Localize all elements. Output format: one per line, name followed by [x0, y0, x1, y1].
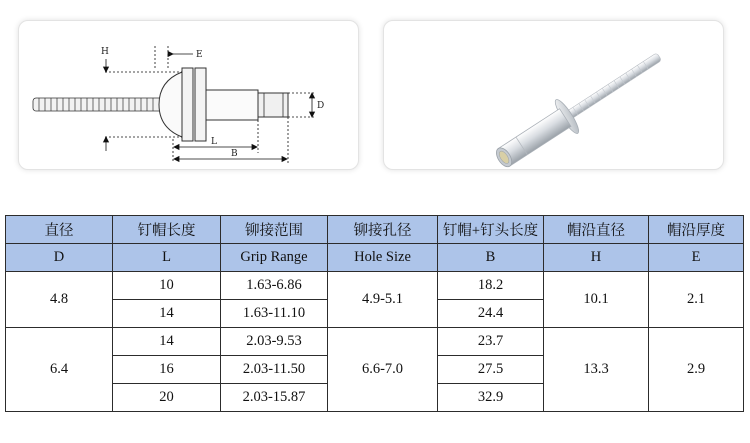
head-diameter-cell: 10.1 — [544, 272, 649, 328]
header-cell: 帽沿直径 — [544, 216, 649, 244]
length-cell: 14 — [113, 300, 221, 328]
head-diameter-cell: 13.3 — [544, 328, 649, 412]
total-length-cell: 27.5 — [438, 356, 544, 384]
mandrel-head — [258, 93, 288, 117]
length-cell: 10 — [113, 272, 221, 300]
diameter-cell: 6.4 — [6, 328, 113, 412]
head-thickness-cell: 2.9 — [649, 328, 744, 412]
header-cell: Hole Size — [328, 244, 438, 272]
length-cell: 16 — [113, 356, 221, 384]
header-cell: 钉帽长度 — [113, 216, 221, 244]
photo-mandrel — [488, 40, 670, 169]
total-length-cell: 18.2 — [438, 272, 544, 300]
label-b: B — [231, 149, 238, 159]
header-row-english — [6, 244, 744, 272]
header-cell: D — [6, 244, 113, 272]
grip-range-cell: 1.63-6.86 — [221, 272, 328, 300]
d-dimension — [288, 93, 315, 117]
table-row — [6, 272, 744, 300]
rivet-dimension-diagram — [19, 21, 358, 169]
rivet-body — [206, 90, 258, 120]
hole-size-cell: 4.9-5.1 — [328, 272, 438, 328]
e-dimension — [155, 46, 193, 69]
rivet-diagram-panel — [18, 20, 359, 170]
header-cell: 帽沿厚度 — [649, 216, 744, 244]
header-cell: Grip Range — [221, 244, 328, 272]
header-cell: 铆接孔径 — [328, 216, 438, 244]
rivet-spec-table — [5, 215, 744, 412]
diameter-cell: 4.8 — [6, 272, 113, 328]
plate-2 — [195, 68, 206, 141]
header-cell: 铆接范围 — [221, 216, 328, 244]
table-row — [6, 328, 744, 356]
total-length-cell: 24.4 — [438, 300, 544, 328]
header-row-chinese — [6, 216, 744, 244]
label-e: E — [196, 50, 203, 60]
header-cell: B — [438, 244, 544, 272]
hole-size-cell: 6.6-7.0 — [328, 328, 438, 412]
rivet-head — [159, 72, 182, 137]
total-length-cell: 23.7 — [438, 328, 544, 356]
length-cell: 14 — [113, 328, 221, 356]
total-length-cell: 32.9 — [438, 384, 544, 412]
label-l: L — [211, 137, 217, 147]
rivet-photo-panel — [383, 20, 724, 170]
plate-1 — [182, 68, 193, 141]
grip-range-cell: 1.63-11.10 — [221, 300, 328, 328]
grip-range-cell: 2.03-9.53 — [221, 328, 328, 356]
header-cell: E — [649, 244, 744, 272]
rivet-photo — [384, 21, 723, 169]
grip-range-cell: 2.03-15.87 — [221, 384, 328, 412]
grip-range-cell: 2.03-11.50 — [221, 356, 328, 384]
length-cell: 20 — [113, 384, 221, 412]
header-cell: H — [544, 244, 649, 272]
header-cell: 钉帽+钉头长度 — [438, 216, 544, 244]
label-h: H — [101, 47, 109, 57]
head-thickness-cell: 2.1 — [649, 272, 744, 328]
header-cell: L — [113, 244, 221, 272]
label-d: D — [317, 101, 325, 111]
header-cell: 直径 — [6, 216, 113, 244]
